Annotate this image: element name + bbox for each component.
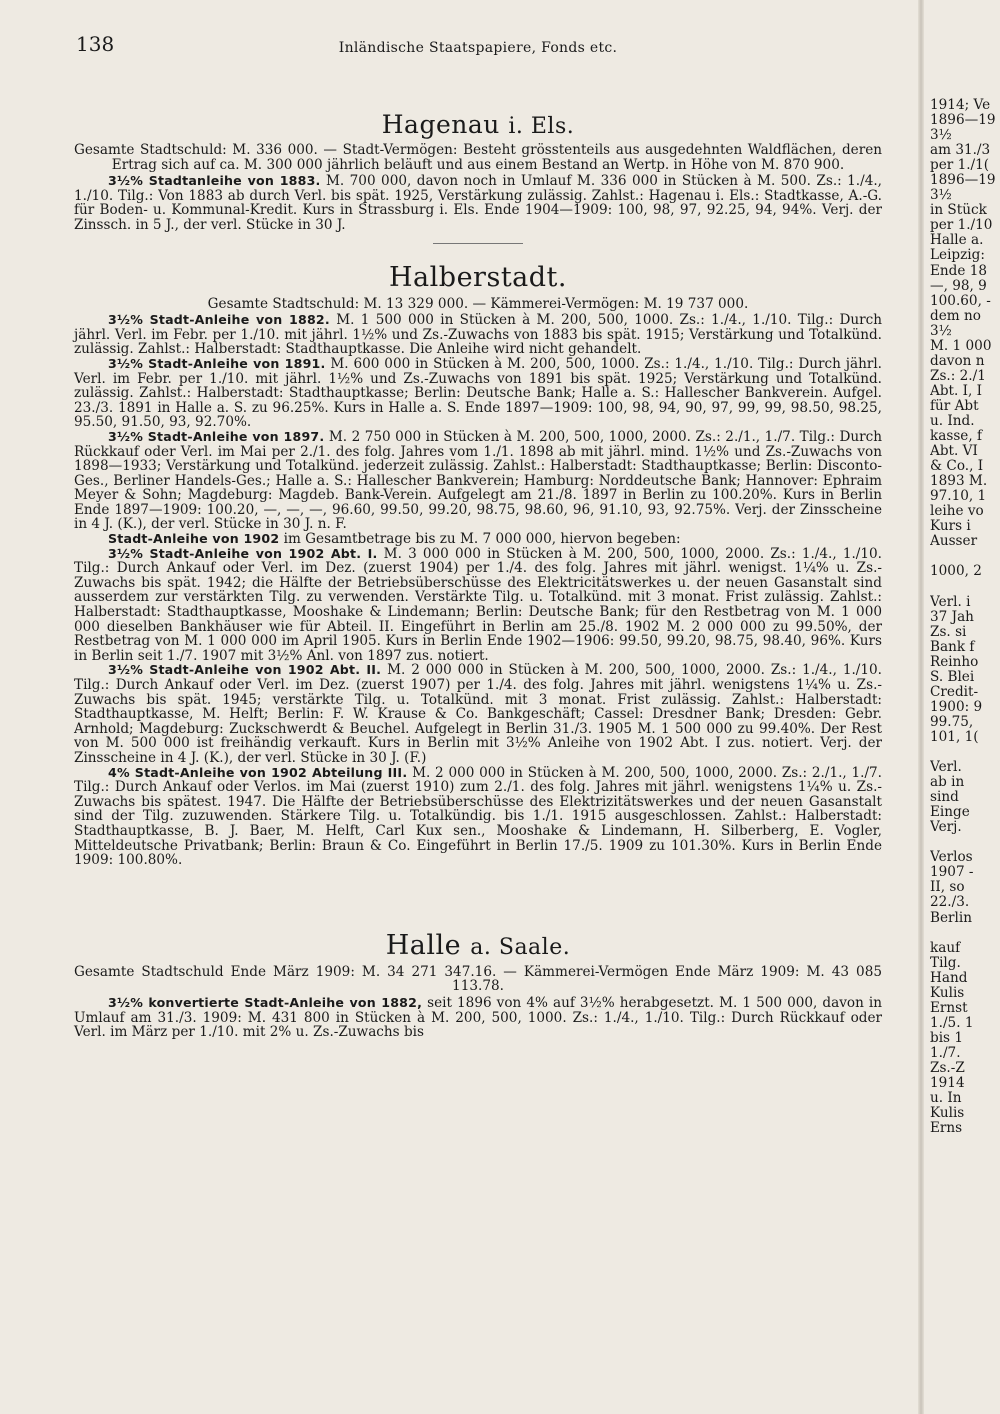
section-divider xyxy=(433,243,523,244)
bond-text: M. 2 750 000 in Stücken à M. 200, 500, 1000, 2000. Zs.: 2./1., 1./7. Tilg.: Durch Rückkauf oder Verl. im Mai per 2./1. des folg. Jahres vom 1./1. 1898 ab mit jährl. mind. 1½% und Zs.-Zuwachs von 1898—1933; Verstärkung und Totalkünd. jederzeit zulässig. Zahlst.: Halberstadt: Stadthauptkasse; Berlin: Disconto-Ges., Berliner Handels-Ges.; Halle a. S.: Hallescher Bankverein; Hamburg: Norddeutsche Bank; Hannover: Ephraim Meyer & Sohn; Magdeburg: Magdeb. Bank-Verein. Aufgelegt am 21./8. 1897 in Berlin zu 100.20%. Kurs in Berlin Ende 1897—1909: 100.20, —, —, —, 96.60, 99.50, 99.20, 98.75, 98.60, 96, 91.10, 93, 92.75%. Verj. der Zinsscheine in 4 J. (K.), der verl. Stücke in 30 J. n. F. xyxy=(74,428,882,533)
fragment-line: Berlin xyxy=(930,909,972,926)
fragment-line xyxy=(930,580,1000,595)
fragment-line: Reinho xyxy=(930,653,979,670)
fragment-line: leihe vo xyxy=(930,503,984,520)
fragment-line: u. In xyxy=(930,1090,962,1107)
fragment-line: & Co., I xyxy=(930,458,984,475)
bond-text: M. 3 000 000 in Stücken à M. 200, 500, 1000, 2000. Zs.: 1./4., 1./10. Tilg.: Durch Ankauf oder Verl. im Dez. (zuerst 1904) per 1./4. des folg. Jahres mit jährl. wenigst. 1¼% u. Zs.-Zuwachs bis spät. 1942; die Hälfte der Betriebsüberschüsse des Elektricitätswerkes u. der neuen Gasanstalt sind ausserdem zur verstärkten Tilg. zu verwenden. Verstärkte Tilg. u. Totalkünd. mit 3 monat. Frist zulässig. Zahlst.: Halberstadt: Stadthauptkasse, Mooshake & Lindemann; Berlin: Deutsche Bank; für den Restbetrag von M. 1 000 000 dieselben Bankhäuser wie für Abteil. II. Eingeführt in Berlin am 25./8. 1902 M. 2 000 000 zu 99.50%, der Restbetrag von M. 1 000 000 im April 1905. Kurs in Berlin Ende 1902—1906: 99.50, 99.20, 98.75, 98.40, 96%. Kurs in Berlin seit 1./7. 1907 mit 3½% Anl. von 1897 zus. notiert. xyxy=(74,545,882,664)
fragment-line: 3½ xyxy=(930,187,952,204)
fragment-line xyxy=(930,549,1000,564)
fragment-line: 3½ xyxy=(930,322,952,339)
section-title-hagenau xyxy=(74,110,882,139)
section-title-halle xyxy=(74,930,882,961)
fragment-line: dem no xyxy=(930,307,981,324)
bond-entry xyxy=(74,357,882,430)
bond-text: M. 2 000 000 in Stücken à M. 200, 500, 1000, 2000. Zs.: 1./4., 1./10. Tilg.: Durch Ankauf oder Verl. im Dez. (zuerst 1907) per 1./4. des folg. Jahres mit jährl. wenigstens 1¼% u. Zs.-Zuwachs bis spät. 1945; verstärkte Tilg. u. Totalkünd. mit 3 monat. Frist zulässig. Zahlst.: Halberstadt: Stadthauptkasse, M. Helft; Berlin: F. W. Krause & Co. Bankgeschäft; Cassel: Dresdner Bank; Dresden: Gebr. Arnhold; Magdeburg: Zuckschwerdt & Beuchel. Aufgelegt in Berlin 31./3. 1905 M. 1 500 000 zu 99.40%. Der Rest von M. 500 000 ist freihändig verkauft. Kurs in Berlin mit 3½% Anleihe von 1902 Abt. I zus. notiert. Verj. der Zinsscheine in 4 J. (K.), der verl. Stücke in 30 J. (F.) xyxy=(74,662,882,766)
section-hagenau xyxy=(74,110,882,244)
fragment-line: Hand xyxy=(930,969,968,986)
fragment-line: per 1./1( xyxy=(930,157,990,174)
bond-title: 3½% Stadt-Anleihe von 1897. xyxy=(108,428,325,444)
fragment-line: 37 Jah xyxy=(930,608,974,625)
fragment-line xyxy=(930,745,1000,760)
fragment-line: 1907 - xyxy=(930,864,974,881)
bond-title: 3½% Stadtanleihe von 1883. xyxy=(108,173,321,189)
running-title: Inländische Staatspapiere, Fonds etc. xyxy=(338,40,618,56)
bond-title: 3½% Stadt-Anleihe von 1902 Abt. I. xyxy=(108,545,378,561)
fragment-line: Abt. I, I xyxy=(930,382,983,399)
fragment-line: Zs. si xyxy=(930,623,967,640)
fragment-line: M. 1 000 xyxy=(930,337,992,354)
bond-text: M. 600 000 in Stücken à M. 200, 500, 1000. Zs.: 1./4., 1./10. Tilg.: Durch jährl. Verl. im Febr. per 1./10. mit jährl. 1½% und Zs.-Zuwachs von 1891 bis spät. 1925; Verstärkung und Totalkünd. zulässig. Zahlst.: Halberstadt: Stadthauptkasse; Berlin: Deutsche Bank; Halle a. S.: Hallescher Bankverein. Aufgel. 23./3. 1891 in Halle a. S. zu 96.25%. Kurs in Halle a. S. Ende 1897—1909: 100, 98, 94, 90, 97, 99, 99, 98.50, 98.25, 95.50, 91.50, 93, 92.70%. xyxy=(74,355,882,431)
fragment-line: 3½ xyxy=(930,127,952,144)
fragment-line: Ernst xyxy=(930,999,968,1016)
fragment-line: 97.10, 1 xyxy=(930,488,987,505)
main-column xyxy=(74,28,882,1040)
section-title-halberstadt xyxy=(74,262,882,293)
fragment-line: Verj. xyxy=(930,819,962,836)
fragment-line xyxy=(930,926,1000,941)
fragment-line: 101, 1( xyxy=(930,728,979,745)
halberstadt-intro: Gesamte Stadtschuld: M. 13 329 000. — Kämmerei-Vermögen: M. 19 737 000. xyxy=(207,295,749,312)
bond-entry xyxy=(74,174,882,232)
bond-text: M. 2 000 000 in Stücken à M. 200, 500, 1000, 2000. Zs.: 2./1., 1./7. Tilg.: Durch Ankauf oder Verlos. im Mai (zuerst 1910) zum 2./1. des folg. Jahres mit jährl. wenigstens 1¼% u. Zs.-Zuwachs bis spätest. 1947. Die Hälfte der Betriebsüberschüsse des Elektrizitätswerkes und der neuen Gasanstalt sind der Tilg. zuzuwenden. Stärkere Tilg. u. Totalkündig. bis 1./1. 1915 ausgeschlossen. Zahlst.: Halberstadt: Stadthauptkasse, B. J. Baer, M. Helft, Carl Kux sen., Mooshake & Lindemann, H. Silberberg, E. Vogler, Mitteldeutsche Privatbank; Berlin: Braun & Co. Eingeführt in Berlin 17./5. 1909 zu 101.30%. Kurs in Berlin Ende 1909: 100.80%. xyxy=(74,764,882,869)
fragment-line: bis 1 xyxy=(930,1029,963,1046)
fragment-line: Zs.: 2./1 xyxy=(930,367,986,384)
section-halberstadt xyxy=(74,262,882,868)
bond-entry xyxy=(74,313,882,357)
page-number: 138 xyxy=(76,32,115,56)
bond-text: seit 1896 von 4% auf 3½% herabgesetzt. M. 1 500 000, davon in Umlauf am 31./3. 1909: M. 431 800 in Stücken à M. 200, 500, 1000. Zs.: 1./4., 1./10. Tilg.: Durch Rückkauf oder Verl. im März per 1./10. mit 2% u. Zs.-Zuwachs bis xyxy=(74,994,882,1041)
fragment-line: —, 98, 9 xyxy=(930,277,987,294)
running-head xyxy=(74,28,882,62)
fragment-line: S. Blei xyxy=(930,668,975,685)
bond-text: M. 1 500 000 in Stücken à M. 200, 500, 1000. Zs.: 1./4., 1./10. Tilg.: Durch jährl. Verl. im Febr. per 1./10. mit jährl. 1½% und Zs.-Zuwachs von 1883 bis spät. 1915; Verstärkung und Totalkünd. zulässig. Zahlst.: Halberstadt: Stadthauptkasse. Die Anleihe wird nicht gehandelt. xyxy=(74,312,882,358)
hagenau-intro: Gesamte Stadtschuld: M. 336 000. — Stadt-Vermögen: Besteht grösstenteils aus ausgedehnten Waldflächen, deren Ertrag sich auf ca. M. 300 000 jährlich beläuft und aus einem Bestand an Wertp. in Höhe von M. 870 900. xyxy=(74,142,882,173)
fragment-line: 1896—19 xyxy=(930,112,996,129)
fragment-line: Verl. xyxy=(930,759,962,776)
fragment-line: Leipzig: xyxy=(930,247,985,264)
bond-title: Stadt-Anleihe von 1902 xyxy=(108,531,280,547)
fragment-line: davon n xyxy=(930,352,985,369)
fragment-line: 1000, 2 xyxy=(930,563,982,580)
fragment-line: am 31./3 xyxy=(930,142,991,159)
fragment-line: II, so xyxy=(930,879,965,896)
fragment-line: ab in xyxy=(930,774,965,791)
fragment-line: 1914 xyxy=(930,1075,965,1092)
fragment-line: 1./5. 1 xyxy=(930,1014,974,1031)
bond-title: 3½% Stadt-Anleihe von 1891. xyxy=(108,355,326,371)
fragment-line: Abt. VI xyxy=(930,443,978,460)
fragment-line: Ausser xyxy=(930,533,978,550)
fragment-line: Halle a. xyxy=(930,232,984,249)
bond-entry xyxy=(74,766,882,868)
bond-entry xyxy=(74,532,882,547)
fragment-line: Erns xyxy=(930,1120,963,1137)
fragment-line: Tilg. xyxy=(930,954,961,971)
fragment-line: Kulis xyxy=(930,1105,965,1122)
fragment-line: Credit- xyxy=(930,683,979,700)
title-suffix: a. Saale. xyxy=(470,934,571,960)
fragment-line: für Abt xyxy=(930,397,979,414)
bond-entry xyxy=(74,547,882,664)
fragment-line: 100.60, - xyxy=(930,292,991,309)
fragment-line: Ende 18 xyxy=(930,262,988,279)
fragment-line: 1896—19 xyxy=(930,172,996,189)
bond-text: M. 700 000, davon noch in Umlauf M. 336 000 in Stücken à M. 500. Zs.: 1./4., 1./10. Tilg.: Von 1883 ab durch Verl. bis spät. 1925, Verstärkung zulässig. Zahlst.: Hagenau i. Els.: Stadtkasse, A.-G. für Boden- u. Kommunal-Kredit. Kurs in Strassburg i. Els. Ende 1904—1909: 100, 98, 97, 92.25, 94, 94%. Verj. der Zinssch. in 5 J., der verl. Stücke in 30 J. xyxy=(74,173,882,233)
bond-title: 3½% Stadt-Anleihe von 1882. xyxy=(108,312,330,328)
fragment-line: kasse, f xyxy=(930,428,983,445)
fragment-line: kauf xyxy=(930,939,961,956)
fragment-line: u. Ind. xyxy=(930,412,975,429)
title-suffix: i. Els. xyxy=(508,114,575,139)
section-halle xyxy=(74,930,882,1040)
fragment-line: 1900: 9 xyxy=(930,698,983,715)
fragment-line: Kurs i xyxy=(930,518,971,535)
fragment-line: in Stück xyxy=(930,202,987,219)
bond-title: 4% Stadt-Anleihe von 1902 Abteilung III. xyxy=(108,764,408,780)
fragment-line: Einge xyxy=(930,804,970,821)
bond-title: 3½% Stadt-Anleihe von 1902 Abt. II. xyxy=(108,662,382,678)
page-gutter xyxy=(918,0,924,1414)
halle-intro: Gesamte Stadtschuld Ende März 1909: M. 34 271 347.16. — Kämmerei-Vermögen Ende März 1909: M. 43 085 113.78. xyxy=(74,963,882,995)
fragment-line: Verlos xyxy=(930,849,973,866)
fragment-line: Bank f xyxy=(930,638,975,655)
fragment-line: Verl. i xyxy=(930,593,971,610)
fragment-line: Kulis xyxy=(930,984,965,1001)
fragment-line: 22./3. xyxy=(930,894,970,911)
bond-entry xyxy=(74,430,882,532)
fragment-line: Zs.-Z xyxy=(930,1060,965,1076)
next-page-fragment xyxy=(930,98,1000,1136)
fragment-line: 1893 M. xyxy=(930,473,988,490)
bond-entry xyxy=(74,663,882,765)
title-main: Halle xyxy=(385,929,462,961)
bond-text: im Gesamtbetrage bis zu M. 7 000 000, hiervon begeben: xyxy=(283,531,681,548)
fragment-line: per 1./10 xyxy=(930,217,993,234)
fragment-line: 1914; Ve xyxy=(930,98,991,113)
bond-title: 3½% konvertierte Stadt-Anleihe von 1882, xyxy=(108,994,423,1010)
title-main: Halberstadt. xyxy=(389,261,567,293)
fragment-line xyxy=(930,835,1000,850)
fragment-line: 1./7. xyxy=(930,1044,961,1061)
title-main: Hagenau xyxy=(381,110,500,139)
fragment-line: sind xyxy=(930,789,959,806)
fragment-line: 99.75, xyxy=(930,713,974,730)
bond-entry xyxy=(74,996,882,1040)
